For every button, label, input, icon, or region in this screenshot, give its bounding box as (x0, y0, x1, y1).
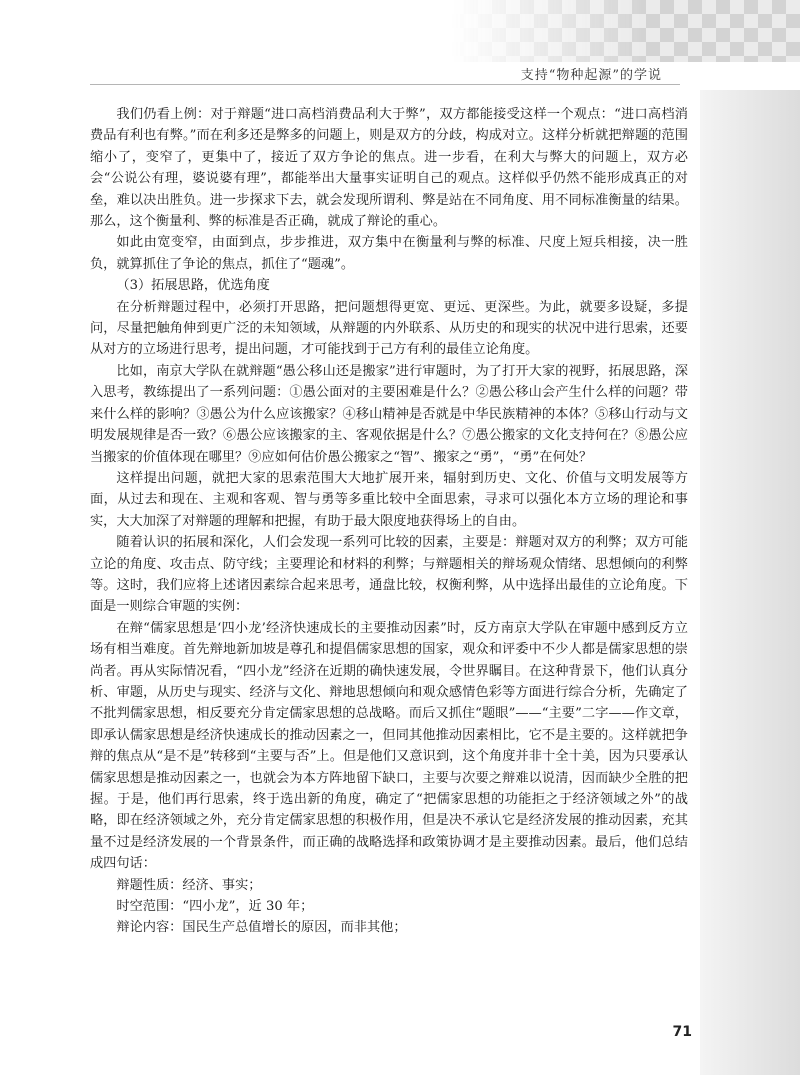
page-edge-band (700, 90, 800, 1075)
paragraph: 比如，南京大学队在就辩题“愚公移山还是搬家”进行审题时，为了打开大家的视野，拓展思路，深入思考，教练提出了一系列问题：①愚公面对的主要困难是什么？②愚公移山会产生什么样的问题？带来什么样的影响？③愚公为什么应该搬家？④移山精神是否就是中华民族精神的本体？⑤移山行动与文明发展规律是否一致？⑥愚公应该搬家的主、客观依据是什么？⑦愚公搬家的文化支持何在？⑧愚公应当搬家的价值体现在哪里？⑨应如何估价愚公搬家之“智”、搬家之“勇”，“勇”在何处？ (90, 363, 688, 465)
summary-line: 辩论内容：国民生产总值增长的原因，而非其他； (116, 920, 407, 936)
section-heading: （3）拓展思路，优选角度 (116, 278, 270, 294)
paragraph: 在辩“儒家思想是‘四小龙’经济快速成长的主要推动因素”时，反方南京大学队在审题中感到反方立场有相当难度。首先辩地新加坡是尊孔和提倡儒家思想的国家，观众和评委中不少人都是儒家思想的崇尚者。再从实际情况看，“四小龙”经济在近期的确快速发展，令世界瞩目。在这种背景下，他们认真分析、审题，从历史与现实、经济与文化、辩地思想倾向和观众感情色彩等方面进行综合分析，先确定了不批判儒家思想，相反要充分肯定儒家思想的总战略。而后又抓住“题眼”——“主要”二字——作文章，即承认儒家思想是经济快速成长的推动因素之一，但同其他推动因素相比，它不是主要的。这样就把争辩的焦点从“是不是”转移到“主要与否”上。但是他们又意识到，这个角度并非十全十美，因为只要承认儒家思想是推动因素之一，也就会为本方阵地留下缺口，主要与次要之辩难以说清，因而缺少全胜的把握。于是，他们再行思索，终于选出新的角度，确定了“把儒家思想的功能拒之于经济领域之外”的战略，即在经济领域之外，充分肯定儒家思想的积极作用，但是决不承认它是经济发展的推动因素，充其量不过是经济发展的一个背景条件，而正确的战略选择和政策协调才是主要推动因素。最后，他们总结成四句话： (90, 620, 688, 872)
paragraph: 随着认识的拓展和深化，人们会发现一系列可比较的因素，主要是：辩题对双方的利弊；双方可能立论的角度、攻击点、防守线；主要理论和材料的利弊；与辩题相关的辩场观众情绪、思想倾向的利弊等。这时，我们应将上述诸因素综合起来思考，通盘比较，权衡利弊，从中选择出最佳的立论角度。下面是一则综合审题的实例： (90, 535, 688, 615)
body-text (90, 104, 688, 939)
paragraph: 我们仍看上例：对于辩题“进口高档消费品利大于弊”，双方都能接受这样一个观点：“进口高档消费品有利也有弊。”而在利多还是弊多的问题上，则是双方的分歧，构成对立。这样分析就把辩题的范围缩小了，变窄了，更集中了，接近了双方争论的焦点。进一步看，在利大与弊大的问题上，双方必会“公说公有理，婆说婆有理”，都能举出大量事实证明自己的观点。这样似乎仍然不能形成真正的对垒，难以决出胜负。进一步探求下去，就会发现所谓利、弊是站在不同角度、用不同标准衡量的结果。那么，这个衡量利、弊的标准是否正确，就成了辩论的重心。 (90, 107, 688, 230)
header-divider (90, 84, 680, 85)
paragraph: 如此由宽变窄，由面到点，步步推进，双方集中在衡量利与弊的标准、尺度上短兵相接，决一胜负，就算抓住了争论的焦点，抓住了“题魂”。 (90, 235, 688, 272)
page-number: 71 (672, 1024, 692, 1040)
paragraph: 在分析辩题过程中，必须打开思路，把问题想得更宽、更远、更深些。为此，就要多设疑，多提问，尽量把触角伸到更广泛的未知领域，从辩题的内外联系、从历史的和现实的状况中进行思索，还要从对方的立场进行思考，提出问题，才可能找到于己方有利的最佳立论角度。 (90, 299, 688, 358)
summary-line: 辩题性质：经济、事实； (116, 877, 262, 893)
summary-line: 时空范围：“四小龙”，近 30 年； (116, 899, 314, 915)
paragraph: 这样提出问题，就把大家的思索范围大大地扩展开来，辐射到历史、文化、价值与文明发展等方面，从过去和现在、主观和客观、智与勇等多重比较中全面思索，寻求可以强化本方立场的理论和事实，大大加深了对辩题的理解和把握，有助于最大限度地获得场上的自由。 (90, 470, 688, 529)
header-checker-pattern (450, 0, 800, 62)
running-header-title: 支持“物种起源”的学说 (520, 68, 662, 83)
